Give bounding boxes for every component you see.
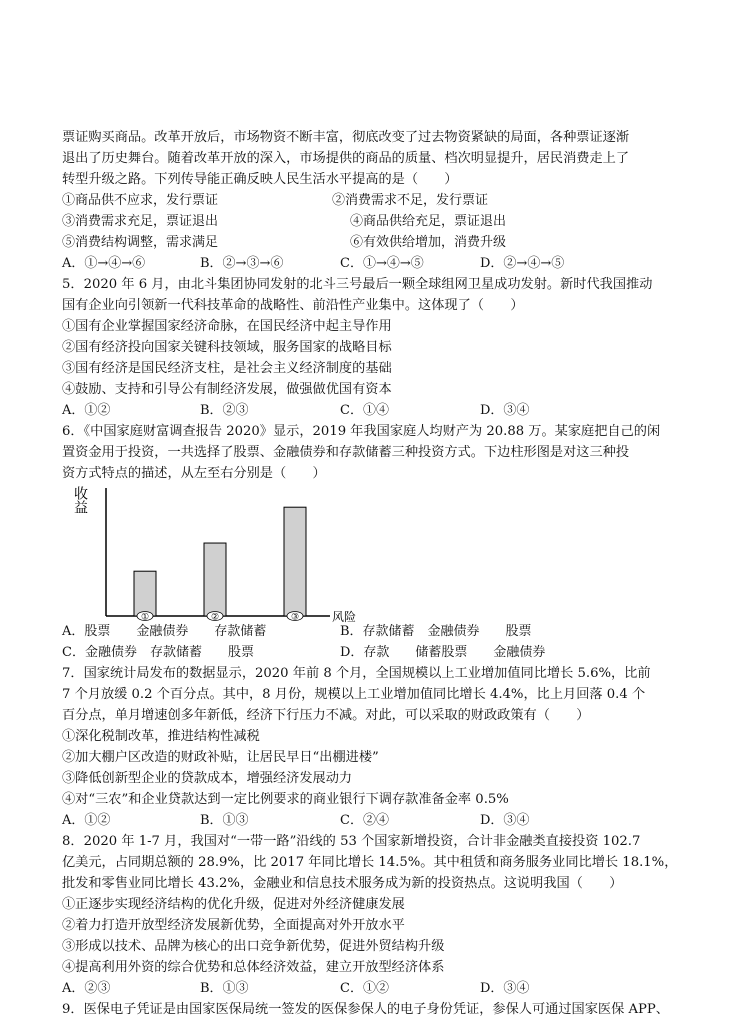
- category-label: ②: [210, 612, 220, 623]
- option-d: D．③④: [480, 813, 530, 828]
- option-c: C．金融债券 存款储蓄 股票: [62, 645, 254, 660]
- x-axis-label: 风险: [332, 610, 357, 624]
- question-text-line: 6．《中国家庭财富调查报告 2020》显示，2019 年我国家庭人均财产为 20.88 万。某家庭把自己的闲: [62, 424, 661, 439]
- category-label: ①: [140, 612, 150, 623]
- option-a: A．①②: [62, 813, 111, 828]
- statement: ④商品供给充足，票证退出: [350, 214, 507, 229]
- option-c: C．②④: [340, 813, 389, 828]
- statement: ④提高利用外资的综合优势和总体经济效益，建立开放型经济体系: [62, 960, 445, 975]
- question-text-line: 转型升级之路。下列传导能正确反映人民生活水平提高的是（ ）: [62, 172, 458, 187]
- statement: ③国有经济是国民经济支柱，是社会主义经济制度的基础: [62, 361, 392, 376]
- option-a: A．股票 金融债券 存款储蓄: [62, 624, 267, 639]
- option-d: D．存款 储蓄股票 金融债券: [340, 645, 546, 660]
- category-label: ③: [290, 612, 300, 623]
- question-text-line: 9．医保电子凭证是由国家医保局统一签发的医保参保人的电子身份凭证，参保人可通过国家医保 APP、: [62, 1002, 669, 1017]
- option-c: C．①④: [340, 403, 389, 418]
- bar-1: [134, 571, 156, 616]
- option-d: D．②→④→⑤: [480, 256, 565, 271]
- y-axis-label: 收益: [72, 486, 88, 514]
- bar-chart: [62, 480, 357, 624]
- question-text-line: 批发和零售业同比增长 43.2%，金融业和信息技术服务成为新的投资热点。这说明我国（ ）: [62, 876, 623, 891]
- question-text-line: 置资金用于投资，一共选择了股票、金融债券和存款储蓄三种投资方式。下边柱形图是对这三种投: [62, 445, 630, 460]
- statement: ③消费需求充足，票证退出: [62, 214, 219, 229]
- question-text-line: 百分点，单月增速创多年新低，经济下行压力不减。对此，可以采取的财政政策有（ ）: [62, 708, 590, 723]
- statement: ④对“三农”和企业贷款达到一定比例要求的商业银行下调存款准备金率 0.5%: [62, 792, 509, 807]
- question-text-line: 7 个月放缓 0.2 个百分点。其中，8 月份，规模以上工业增加值同比增长 4.4%，比上月回落 0.4 个: [62, 687, 646, 702]
- statement: ①正逐步实现经济结构的优化升级，促进对外经济健康发展: [62, 897, 405, 912]
- option-b: B．存款储蓄 金融债券 股票: [340, 624, 532, 639]
- statement: ④鼓励、支持和引导公有制经济发展，做强做优国有资本: [62, 382, 392, 397]
- statement: ②消费需求不足，发行票证: [332, 193, 489, 208]
- statement: ①商品供不应求，发行票证: [62, 193, 219, 208]
- statement: ②国有经济投向国家关键科技领域，服务国家的战略目标: [62, 340, 392, 355]
- option-d: D．③④: [480, 981, 530, 996]
- statement: ①国有企业掌握国家经济命脉，在国民经济中起主导作用: [62, 319, 392, 334]
- statement: ⑥有效供给增加，消费升级: [350, 235, 507, 250]
- option-b: B．②→③→⑥: [200, 256, 284, 271]
- option-a: A．②③: [62, 981, 111, 996]
- question-text-line: 8．2020 年 1-7 月，我国对“一带一路”沿线的 53 个国家新增投资，合计非金融类直接投资 102.7: [62, 834, 641, 849]
- question-text-line: 资方式特点的描述，从左至右分别是（ ）: [62, 466, 326, 481]
- statement: ②着力打造开放型经济发展新优势，全面提高对外开放水平: [62, 918, 405, 933]
- question-text-line: 7．国家统计局发布的数据显示，2020 年前 8 个月，全国规模以上工业增加值同比增长 5.6%，比前: [62, 666, 651, 681]
- question-text-line: 亿美元，占同期总额的 28.9%，比 2017 年同比增长 14.5%。其中租赁和商务服务业同比增长 18.1%，: [62, 855, 678, 870]
- statement: ⑤消费结构调整，需求满足: [62, 235, 219, 250]
- statement: ②加大棚户区改造的财政补贴，让居民早日“出棚进楼”: [62, 750, 379, 765]
- question-text-line: 国有企业向引领新一代科技革命的战略性、前沿性产业集中。这体现了（ ）: [62, 298, 524, 313]
- statement: ③降低创新型企业的贷款成本，增强经济发展动力: [62, 771, 353, 786]
- question-text-line: 票证购买商品。改革开放后，市场物资不断丰富，彻底改变了过去物资紧缺的局面，各种票证逐渐: [62, 130, 630, 145]
- option-b: B．②③: [200, 403, 249, 418]
- option-c: C．①→④→⑤: [340, 256, 424, 271]
- option-c: C．①②: [340, 981, 389, 996]
- statement: ①深化税制改革，推进结构性减税: [62, 729, 260, 744]
- option-b: B．①③: [200, 981, 249, 996]
- bar-2: [204, 543, 226, 616]
- option-a: A．①→④→⑥: [62, 256, 146, 271]
- question-text-line: 5．2020 年 6 月，由北斗集团协同发射的北斗三号最后一颗全球组网卫星成功发射。新时代我国推动: [62, 277, 653, 292]
- question-text-line: 退出了历史舞台。随着改革开放的深入，市场提供的商品的质量、档次明显提升，居民消费走上了: [62, 151, 630, 166]
- statement: ③形成以技术、品牌为核心的出口竞争新优势，促进外贸结构升级: [62, 939, 445, 954]
- bar-3: [284, 507, 306, 616]
- option-b: B．①③: [200, 813, 249, 828]
- option-d: D．③④: [480, 403, 530, 418]
- option-a: A．①②: [62, 403, 111, 418]
